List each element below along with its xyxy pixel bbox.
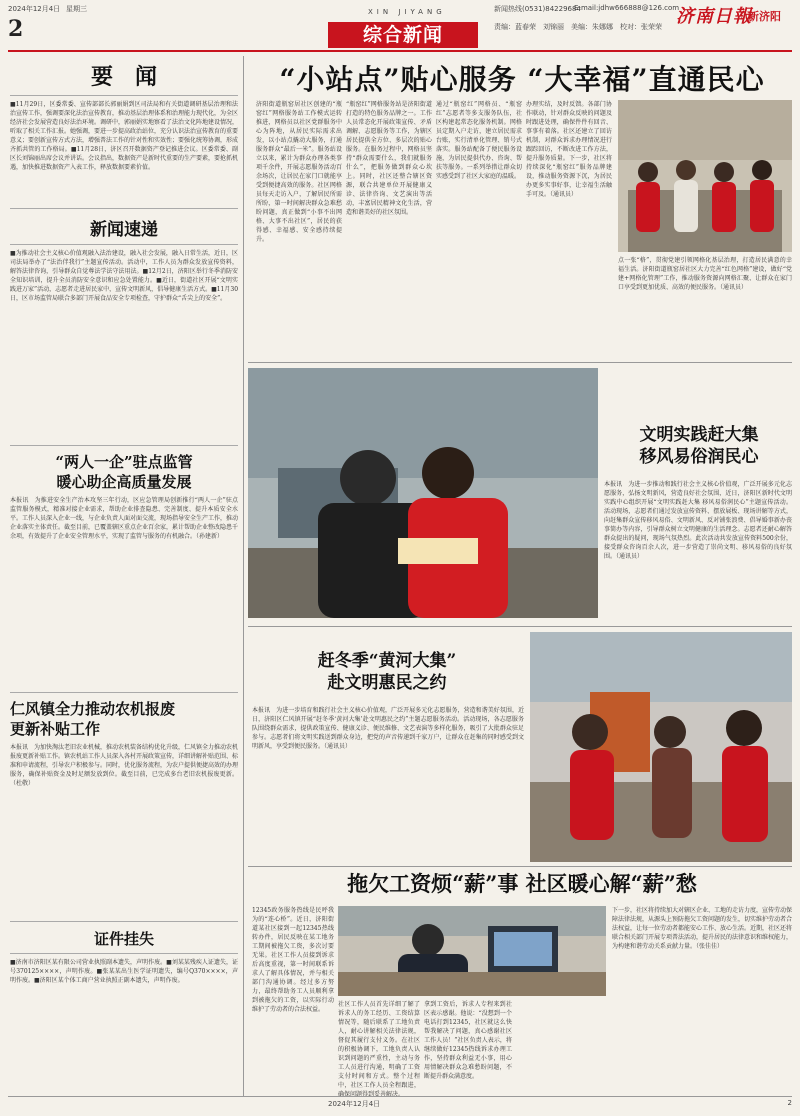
main-col-3: 通过“瓶窑红”网格员、“瓶窑红”志愿者等多支服务队伍，社区构建起常态化服务机制。网格员定期入户走访，建立居民需求台账，实行清单化管理、销号式落实。服务站配备了便民服务设施，为居民提供代办、咨询、帮扶等服务。一系列举措让群众切实感受到了社区大家庭的温暖。 [436,101,522,180]
xinwen-body: ■为推动社会主义核心价值观融入法治建设，融入社会发展，融入日常生活，近日，区司法局举办了“法治伴我行”主题宣传活动。活动中，工作人员为群众发放宣传资料，解答法律咨询，引导群众自觉尊法学法守法用法。■12月2日，济阳区举行冬季消防安全知识培训，提升全员消防安全意识和应急处置能力。■近日，街道社区开展“文明实践进万家”活动，志愿者走进居民家中，宣传文明新风，倡导健康生活方式。■11月30日，区市场监管局联合多部门开展食品安全专项检查，守护群众“舌尖上的安全”。 [10,250,239,302]
divider [248,362,792,363]
notice-body: ■济南市济阳区某有限公司营业执照副本遗失，声明作废。■刘某某残疾人证遗失，证号370125××××，声明作废。■张某某出生医学证明遗失，编号Q370××××，声明作废。■济阳区某个体工商户营业执照正副本遗失，声明作废。 [10,959,238,984]
main-col-4: 办理实结，及时反馈。各部门协作联动，针对群众反映的问题及时跟进处理，确保件件有回音、事事有着落。社区还建立了回访机制，对群众诉求办理情况进行跟踪回访，不断改进工作方法，提升服务质量。下一步，社区将持续深化“瓶窑红”服务品牌建设，推动服务资源下沉，为居民办更多实事好事，让幸福生活触手可及。（通讯员） [526,101,612,198]
wage-col-2: 社区工作人员首先详细了解了诉求人的务工经历、工资结算情况等，随后联系了工地负责人，耐心讲解相关法律法规，督促其履行支付义务。在社区的积极协调下，工地负责人认识到问题的严重性，主动与务工人员进行沟通，明确了工资支付时间和方式。整个过程中，社区工作人员全程跟进，确保问题得到妥善解决。 [338,1001,420,1098]
divider [10,244,238,245]
divider [10,208,238,209]
footer-date: 2024年12月4日 [328,1100,381,1108]
volunteers-photo [618,100,792,252]
footer-page: 2 [787,1099,792,1107]
divider [10,95,238,96]
culture-story-title: 文明实践赶大集 移风易俗润民心 [639,425,759,467]
yaowen-body: ■11月29日，区委常委、宣传部部长郭丽娟到区司法局和有关街道调研基层治理和法治宣传工作，强调要深化法治宣传教育，推动基层治理体系和治理能力现代化，为全区经济社会发展营造良好法治环境。调研中，郭丽娟实地察看了法治文化阵地建设情况，听取了相关工作汇报。她强调，要进一步提高政治站位，充分认识法治宣传教育的重要意义；要创新宣传方式方法，增强普法工作的针对性和实效性；要强化统筹协调，形成齐抓共管的工作格局。■11月28日，济区召开数据资产登记推进会议。区委常委、副区长刘锦丽出席会议并讲话。会议指出，数据资产是新时代重要的生产要素，要抢抓机遇，加快推进数据资产入表工作，释放数据要素价值。 [10,101,239,171]
left-column [10,56,238,1096]
huanghe-story-body: 本报讯 为进一步培育和践行社会主义核心价值观，广泛开展多元化志愿服务，营造和谐美好氛围，近日，济阳区仁风镇开展“赶冬季‘黄河大集’赴文明惠民之约”主题志愿服务活动。活动现场，各志愿服务队围绕群众需求，提供政策宣传、健康义诊、便民维修、文艺表演等多样化服务，吸引了大批群众驻足参与。志愿者们将文明实践送到群众身边，把党的声音传递到千家万户，让群众在赶集的同时感受到文明新风，享受到便民服务。（通讯员） [252,707,524,750]
divider [248,866,792,867]
divider [10,445,238,446]
xinwen-heading: 新闻速递 [90,220,158,240]
office-photo [338,906,606,996]
editor-credits: 责编：蓝春荣 刘锦丽 美编：朱娜娜 校对：张荣荣 [494,23,662,31]
market-photo [530,632,792,862]
issue-date: 2024年12月4日 [8,5,61,13]
divider [10,953,238,954]
issue-weekday: 星期三 [66,5,87,13]
email: E-mail:jdhw666888@126.com [574,4,680,12]
story2-body: 本报讯 为加快淘汰老旧农业机械，推动农机装备结构优化升级，仁风镇全力推动农机报废更新补贴工作。镇农机站工作人员深入各村开展政策宣传，详细讲解补贴范围、标准和申请流程，引导农户积极参与。同时，优化服务流程，为农户提供便捷高效的办理服务，确保补贴资金及时足额发放到位。截至目前，已完成多台老旧农机报废更新。（杜敬） [10,744,239,787]
page-number: 2 [8,16,24,42]
huanghe-story-title: 赶冬季“黄河大集” 赴文明惠民之约 [317,651,457,693]
hotline: 新闻热线(0531)84229684 [494,5,581,13]
notice-heading: 证件挂失 [93,930,154,948]
main-col-5: 点一张“格”，贯彻党建引领网格化基层治理，打造居民满意的幸福生活。济阳街道瓶窑居社区大力完善“红色网格”建设，做好“党建+网格化管理”工作，推动服务资源向网格汇聚、让群众在家门口享受到更加优质、高效的便民服务。（通讯员） [618,257,792,291]
divider [248,626,792,627]
column-divider [243,56,244,1096]
section-title: 综合新闻 [328,22,478,48]
story1-body: 本报讯 为推进安全生产治本攻坚三年行动，区应急管理局创新推行“两人一企”驻点监管服务模式，精准对接企业需求，帮助企业排查隐患、完善制度、提升本质安全水平。工作人员深入企业一线，与企业负责人面对面交流，现场指导安全生产工作，推动企业落实主体责任。截至目前，已覆盖辖区重点企业百余家，累计帮助企业整改隐患千余项，有效提升了企业安全管理水平，实现了监管与服务的有机融合。（孙建新） [10,497,239,540]
divider [10,921,238,922]
main-col-2: “瓶窑红”网格服务站是济阳街道打造的特色服务品牌之一。工作人员常态化开展政策宣传、矛盾调解、志愿服务等工作，为辖区居民提供全方位、多层次的贴心服务。在服务过程中，网格员坚持“群众需要什么，我们就服务什么”，把服务做到群众心坎上。同时，社区还整合辖区资源，联合共建单位开展健康义诊、法律咨询、文艺演出等活动，丰富居民精神文化生活，营造和谐美好的社区氛围。 [346,101,432,216]
story1-title: “两人一企”驻点监管 暖心助企高质量发展 [55,453,193,491]
page-footer [8,1096,792,1110]
street-service-photo [248,368,598,618]
section-pinyin: XIN JIYANG [368,8,446,16]
wage-col-4: 下一步，社区将持续加大对辖区企业、工地的走访力度，宣传劳动保障法律法规，从源头上预防拖欠工资问题的发生，切实维护劳动者合法权益，让每一位劳动者都能安心工作、放心生活。近期，社区还将联合相关部门开展专项普法活动，提升居民的法律意识和维权能力，为构建和谐劳动关系贡献力量。（张佳佳） [612,907,793,950]
story2-title: 仁风镇全力推动农机报废 更新补贴工作 [10,700,176,738]
wage-col-3: 拿到工资后，诉求人专程来到社区表示感谢。他说：“没想到一个电话打到12345，社区就这么快帮我解决了问题，真心感谢社区工作人员！”社区负责人表示，将继续做好12345热线诉求办理工作，坚持群众利益无小事，用心用情解决群众急难愁盼问题，不断提升群众满意度。 [424,1001,512,1080]
wage-col-1: 12345政务服务热线是民呼我为的“连心桥”。近日，济阳街道某社区接到一起12345热线转办件，居民反映在某工地务工期间被拖欠工资，多次讨要无果。社区工作人员接到诉求后高度重视，第一时间联系诉求人了解具体情况，并与相关部门沟通协调。经过多方努力，最终帮助务工人员顺利拿到被拖欠的工资，以实际行动维护了劳动者的合法权益。 [252,907,334,1013]
yaowen-heading: 要 闻 [90,64,157,90]
main-headline: “小站点”贴心服务 “大幸福”直通民心 [279,63,765,96]
culture-story-body: 本报讯 为进一步推动和践行社会主义核心价值观，广泛开展多元化志愿服务，弘扬文明新风，营造良好社会氛围，近日，济阳区新时代文明实践中心组织开展“文明实践赶大集 移风易俗润民心”主题宣传活动。活动现场，志愿者们通过发放宣传资料、摆放展板、现场讲解等方式，向赶集群众宣传移风易俗、文明新风、反对铺张浪费、倡导婚事新办丧事简办等内容，引导群众树立文明健康的生活理念。志愿者还耐心解答群众提出的疑问，现场气氛热烈。此次活动共发放宣传资料500余份，接受群众咨询百余人次，进一步营造了崇尚文明、移风易俗的良好氛围。（通讯员） [604,481,792,560]
header-rule [8,50,792,52]
newspaper-logo-sub: 新济阳 [748,10,781,23]
newspaper-logo: 济南日報 [676,6,752,27]
main-col-1: 济阳街道瓶窑居社区创建的“瓶窑红”网格服务站工作模式运转推进，网格员以社区党群服务中心为阵地，从居民实际需求出发，以小站点撬动大服务，打通服务群众“最后一米”。服务站设立以来，累计为群众办理各类事项千余件，开展志愿服务活动百余场次，让居民在家门口就能享受到便捷高效的服务。社区网格员每天走访入户，了解居民所需所盼，第一时间解决群众急难愁盼问题，真正做到“小事不出网格、大事不出社区”，居民的获得感、幸福感、安全感持续提升。 [256,101,342,243]
divider [10,692,238,693]
wage-story-title: 拖欠工资烦“薪”事 社区暖心解“薪”愁 [347,871,697,896]
